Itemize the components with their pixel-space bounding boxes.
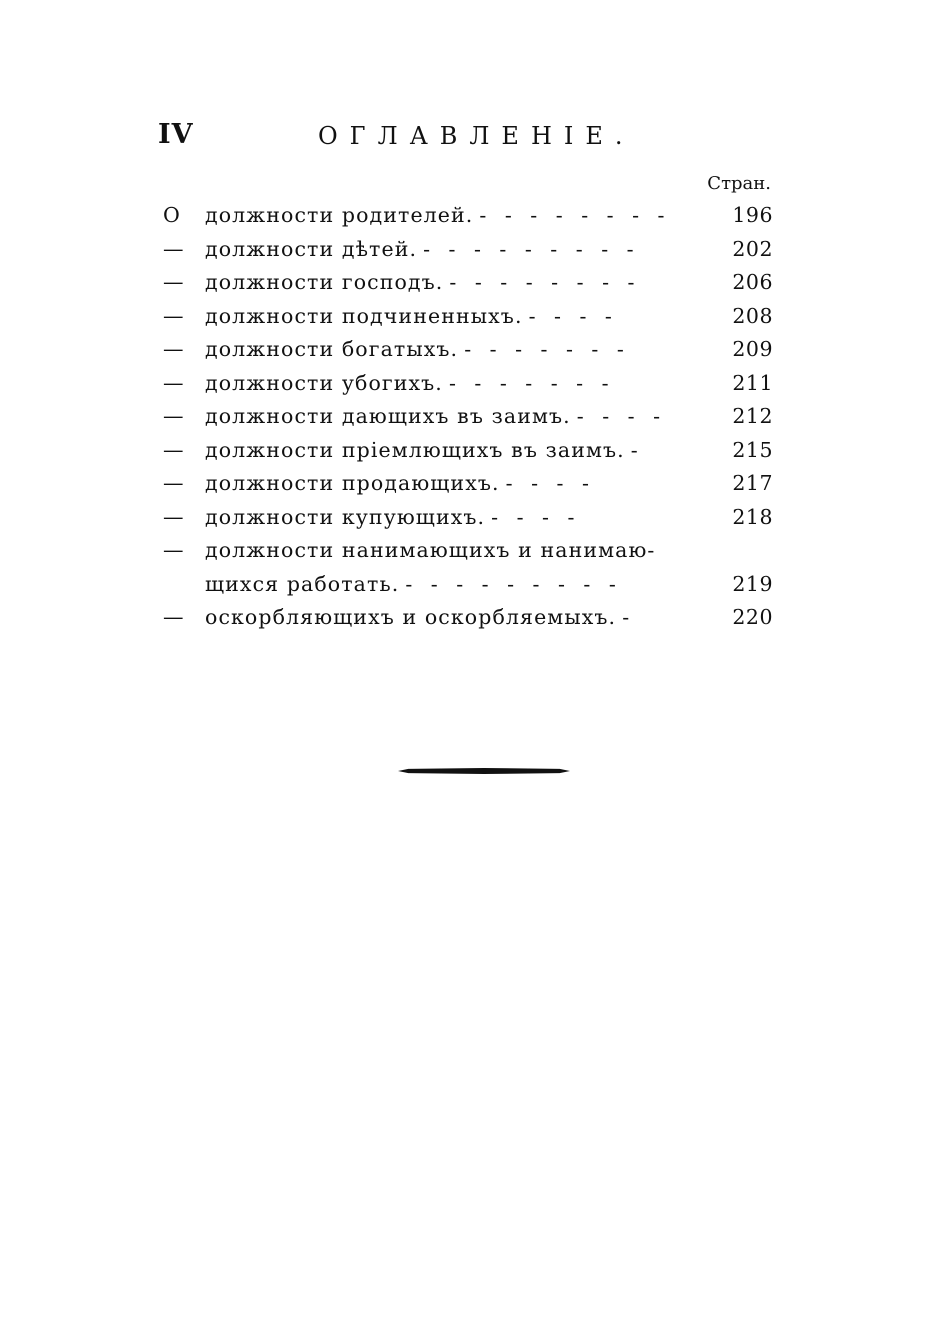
entry-marker: —	[163, 270, 185, 294]
entry-title: должности прiемлющихъ въ заимъ.	[205, 437, 625, 462]
toc-entry-continuation	[163, 572, 773, 606]
page-title: ОГЛАВЛЕНIЕ.	[318, 122, 635, 150]
entry-title: должности господъ.	[205, 270, 444, 294]
entry-marker: —	[163, 303, 185, 328]
entry-page-number: 218	[732, 504, 773, 529]
entry-title: должности дѣтей.	[205, 236, 418, 261]
dot-leader: - - - - - - - -	[449, 270, 641, 294]
toc-entry	[163, 203, 773, 237]
entry-marker: —	[163, 337, 185, 361]
toc-entry	[163, 237, 773, 271]
entry-title: должности родителей.	[205, 203, 474, 227]
entry-page-number: 206	[732, 270, 773, 294]
page-number: IV	[158, 119, 194, 150]
entry-title: должности дающихъ въ заимъ.	[205, 404, 571, 428]
toc-entry	[163, 505, 773, 539]
toc-entry	[163, 371, 773, 405]
dot-leader: - - - - - - - - -	[423, 236, 640, 261]
entry-marker: —	[163, 471, 185, 495]
entry-title: оскорбляющихъ и оскорбляемыхъ.	[205, 605, 617, 629]
toc-entry	[163, 605, 773, 639]
entry-marker: —	[163, 504, 185, 529]
toc-entry	[163, 404, 773, 438]
toc-entry	[163, 270, 773, 304]
dot-leader: - - - - - - - -	[479, 203, 671, 227]
entry-page-number: 219	[732, 571, 773, 596]
entry-marker: О	[163, 203, 181, 227]
decorative-rule	[398, 768, 570, 774]
table-of-contents	[163, 203, 773, 639]
dot-leader: -	[630, 437, 644, 462]
entry-page-number: 209	[732, 337, 773, 361]
entry-title: должности убогихъ.	[205, 370, 443, 395]
dot-leader: - - - -	[576, 404, 667, 428]
toc-entry	[163, 438, 773, 472]
entry-page-number: 208	[732, 303, 773, 328]
entry-page-number: 211	[732, 370, 773, 395]
entry-marker: —	[163, 404, 185, 428]
dot-leader: - - - -	[491, 504, 581, 529]
entry-marker: —	[163, 437, 185, 462]
page-column-label: Стран.	[707, 173, 771, 194]
entry-title: должности богатыхъ.	[205, 337, 459, 361]
entry-title: должности нанимающихъ и нанимаю-	[205, 538, 656, 562]
entry-page-number: 215	[732, 437, 773, 462]
dot-leader: -	[622, 605, 636, 629]
entry-marker: —	[163, 236, 185, 261]
entry-page-number: 217	[732, 471, 773, 495]
entry-page-number: 212	[732, 404, 773, 428]
dot-leader: - - - -	[528, 303, 618, 328]
entry-marker: —	[163, 605, 185, 629]
dot-leader: - - - - - - - - -	[405, 571, 622, 596]
dot-leader: - - - - - - -	[448, 370, 615, 395]
entry-marker: —	[163, 370, 185, 395]
entry-page-number: 202	[732, 236, 773, 261]
toc-entry	[163, 471, 773, 505]
entry-page-number: 196	[732, 203, 773, 227]
entry-marker: —	[163, 538, 185, 562]
entry-page-number: 220	[732, 605, 773, 629]
entry-title: щихся работать.	[205, 571, 400, 596]
dot-leader: - - - - - - -	[464, 337, 630, 361]
toc-entry	[163, 337, 773, 371]
toc-entry	[163, 538, 773, 572]
entry-title: должности купующихъ.	[205, 504, 486, 529]
entry-title: должности продающихъ.	[205, 471, 500, 495]
dot-leader: - - - -	[505, 471, 595, 495]
entry-title: должности подчиненныхъ.	[205, 303, 523, 328]
toc-entry	[163, 304, 773, 338]
